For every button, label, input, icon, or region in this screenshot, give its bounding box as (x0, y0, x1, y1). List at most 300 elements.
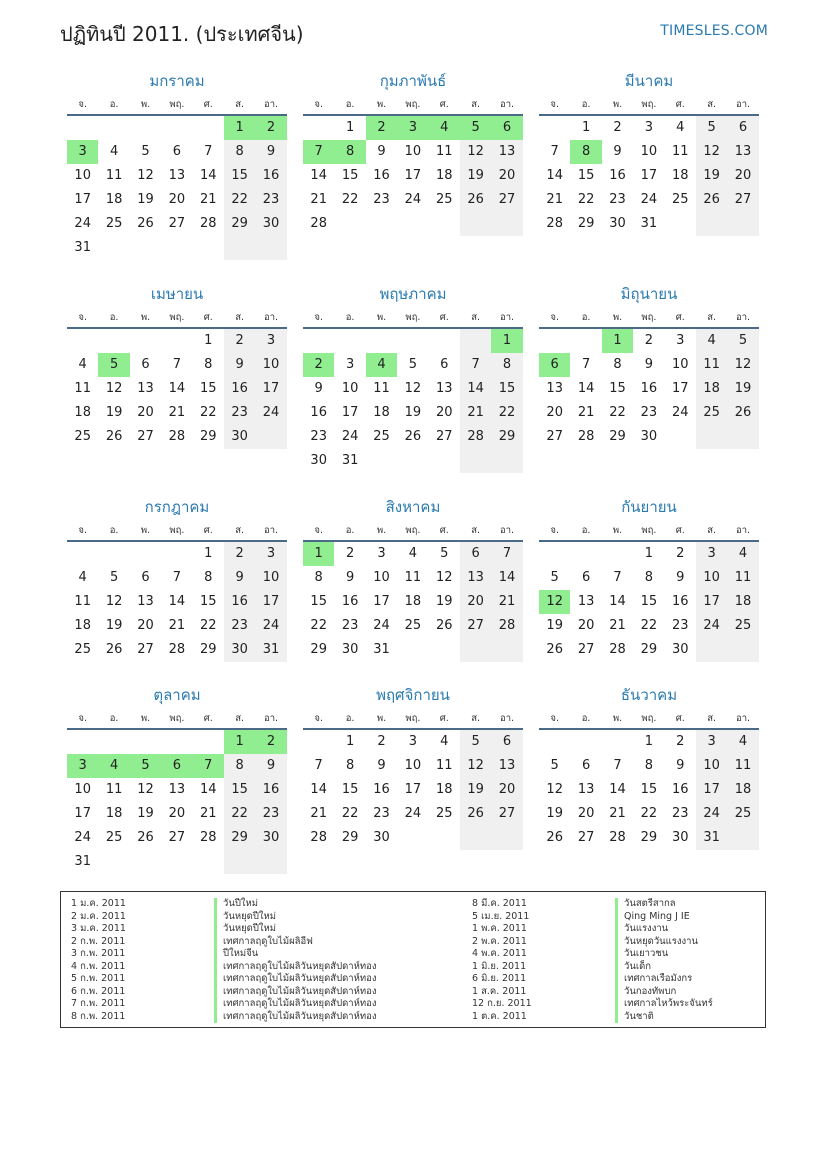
empty-cell (303, 730, 334, 754)
weekday-label: จ. (78, 312, 87, 323)
day-cell: 27 (137, 642, 154, 657)
day-cell: 23 (671, 806, 689, 821)
empty-cell (429, 212, 460, 236)
month-name: มกราคม (149, 72, 205, 90)
day-cell: 21 (199, 192, 217, 207)
day-cell: 12 (137, 782, 154, 797)
day-cell: 12 (460, 754, 491, 778)
day-cell: 14 (491, 566, 522, 590)
weekday-label: ส. (235, 713, 245, 724)
day-cell: 7 (172, 570, 181, 585)
day-cell: 20 (168, 806, 186, 821)
weekday-label: จ. (550, 525, 559, 536)
empty-cell (193, 116, 224, 140)
holiday-name: เทศกาลฤดูใบไม้ผลิอีฟ (214, 936, 313, 949)
day-cell: 21 (460, 401, 491, 425)
day-cell: 24 (373, 618, 390, 633)
day-cell: 19 (546, 618, 563, 633)
day-cell: 15 (640, 594, 658, 609)
day-cell: 15 (199, 381, 217, 396)
weekday-label: ศ. (675, 713, 685, 724)
month-name: กุมภาพันธ์ (379, 72, 447, 90)
weekday-label: พฤ. (169, 312, 185, 323)
weekday-label: พฤ. (405, 713, 421, 724)
day-cell: 13 (727, 140, 758, 164)
day-cell: 27 (460, 614, 491, 638)
day-cell: 25 (373, 429, 390, 444)
weekday-label: ศ. (203, 713, 213, 724)
empty-cell (397, 638, 428, 662)
weekday-label: ส. (471, 525, 481, 536)
month-block (67, 684, 287, 874)
day-cell: 19 (105, 405, 123, 420)
day-cell: 18 (105, 192, 123, 207)
day-cell: 8 (204, 570, 213, 585)
holiday-date: 1 ม.ค. 2011 (71, 898, 126, 909)
day-cell: 15 (491, 377, 522, 401)
weekday-label: พ. (140, 99, 151, 110)
day-cell: 7 (613, 758, 622, 773)
day-cell: 7 (193, 754, 224, 778)
day-cell: 31 (373, 642, 390, 657)
day-grid (303, 329, 523, 473)
empty-cell (98, 730, 129, 754)
weekday-label: อ. (109, 525, 119, 536)
empty-cell (130, 730, 161, 754)
weekday-label: อา. (736, 312, 751, 323)
month-block (67, 496, 287, 662)
day-cell: 16 (373, 168, 390, 183)
day-cell: 7 (172, 357, 181, 372)
day-cell: 10 (404, 758, 422, 773)
empty-cell (366, 449, 397, 473)
empty-cell (602, 542, 633, 566)
day-cell: 23 (310, 429, 327, 444)
empty-cell (334, 329, 365, 353)
day-cell: 25 (74, 429, 91, 444)
day-cell: 20 (460, 590, 491, 614)
day-cell: 9 (377, 758, 386, 773)
day-cell: 8 (570, 140, 601, 164)
day-cell: 5 (440, 546, 449, 561)
holiday-date: 5 เม.ย. 2011 (472, 910, 530, 922)
weekday-label: พ. (612, 525, 623, 536)
day-cell: 6 (539, 353, 570, 377)
day-cell: 24 (404, 806, 422, 821)
day-cell: 2 (676, 734, 685, 749)
day-cell: 13 (435, 381, 453, 396)
day-cell: 11 (671, 144, 689, 159)
day-cell: 1 (345, 120, 355, 135)
weekday-label: ศ. (203, 525, 213, 536)
holiday-date: 8 มี.ค. 2011 (472, 898, 527, 909)
day-cell: 19 (546, 806, 563, 821)
day-cell: 3 (255, 329, 286, 353)
empty-cell (570, 329, 601, 353)
weekday-label: พฤ. (405, 99, 421, 110)
day-cell: 27 (168, 216, 186, 231)
day-cell: 22 (640, 618, 658, 633)
weekday-label: ส. (471, 99, 481, 110)
empty-cell (429, 329, 460, 353)
day-cell: 12 (546, 782, 563, 797)
day-cell: 5 (460, 116, 491, 140)
day-cell: 14 (310, 168, 327, 183)
day-cell: 16 (224, 377, 255, 401)
empty-cell (727, 212, 758, 236)
day-cell: 11 (105, 168, 123, 183)
empty-cell (193, 236, 224, 260)
day-cell: 15 (341, 168, 359, 183)
day-cell: 8 (334, 140, 365, 164)
day-cell: 1 (224, 730, 255, 754)
day-cell: 26 (404, 429, 422, 444)
day-cell: 25 (404, 618, 422, 633)
holiday-date: 1 ต.ค. 2011 (472, 1010, 527, 1022)
day-cell: 27 (491, 188, 522, 212)
day-cell: 6 (581, 758, 591, 773)
empty-cell (161, 116, 192, 140)
day-cell: 6 (727, 116, 758, 140)
weekday-label: ศ. (439, 312, 449, 323)
day-cell: 15 (640, 782, 658, 797)
month-block (303, 70, 523, 236)
empty-cell (130, 850, 161, 874)
day-cell: 14 (609, 782, 626, 797)
day-cell: 2 (303, 353, 334, 377)
day-cell: 19 (137, 192, 154, 207)
day-cell: 16 (609, 168, 626, 183)
weekday-label: พฤ. (641, 312, 657, 323)
day-cell: 25 (74, 642, 91, 657)
month-name: มีนาคม (624, 72, 674, 90)
day-cell: 30 (341, 642, 359, 657)
weekday-label: ส. (471, 713, 481, 724)
empty-cell (224, 236, 255, 260)
day-cell: 9 (224, 353, 255, 377)
weekday-label: พ. (140, 525, 151, 536)
day-cell: 5 (696, 116, 727, 140)
day-cell: 1 (581, 120, 591, 135)
holiday-name: วันหยุดปีใหม่ (214, 911, 276, 924)
month-name: มิถุนายน (620, 285, 678, 303)
day-cell: 22 (491, 401, 522, 425)
day-grid (303, 116, 523, 236)
month-block (303, 684, 523, 850)
empty-cell (67, 542, 98, 566)
holiday-date: 3 ก.พ. 2011 (71, 948, 126, 959)
empty-cell (366, 212, 397, 236)
day-cell: 10 (671, 357, 689, 372)
empty-cell (539, 116, 570, 140)
holiday-name: วันกองทัพบก (615, 986, 676, 999)
holiday-date: 4 พ.ค. 2011 (472, 948, 527, 959)
empty-cell (570, 730, 601, 754)
weekday-label: อา. (500, 525, 515, 536)
day-cell: 16 (255, 164, 286, 188)
day-cell: 1 (602, 329, 633, 353)
day-cell: 20 (546, 405, 563, 420)
holiday-date: 12 ก.ย. 2011 (472, 998, 532, 1009)
day-cell: 22 (199, 405, 217, 420)
day-cell: 18 (74, 618, 91, 633)
day-cell: 5 (550, 570, 559, 585)
day-cell: 12 (105, 594, 123, 609)
weekday-label: อ. (109, 99, 119, 110)
empty-cell (67, 329, 98, 353)
day-cell: 17 (341, 405, 359, 420)
weekday-label: พฤ. (641, 525, 657, 536)
empty-cell (130, 236, 161, 260)
day-cell: 4 (98, 754, 129, 778)
holiday-legend (60, 891, 766, 1028)
holiday-name: วันชาติ (615, 1011, 654, 1024)
weekday-label: พ. (612, 99, 623, 110)
weekday-label: อ. (345, 713, 355, 724)
day-cell: 21 (546, 192, 563, 207)
day-cell: 5 (460, 730, 491, 754)
holiday-date: 1 พ.ค. 2011 (472, 923, 527, 934)
holiday-date: 1 ส.ค. 2011 (472, 985, 527, 997)
day-cell: 27 (491, 802, 522, 826)
day-cell: 19 (105, 618, 123, 633)
day-cell: 27 (168, 830, 186, 845)
weekday-header (539, 96, 759, 116)
weekday-label: ศ. (675, 312, 685, 323)
day-cell: 4 (408, 546, 417, 561)
day-cell: 11 (727, 754, 758, 778)
empty-cell (98, 236, 129, 260)
day-cell: 29 (640, 830, 658, 845)
month-name: เมษายน (150, 285, 204, 303)
day-cell: 20 (491, 778, 522, 802)
empty-cell (161, 730, 192, 754)
empty-cell (696, 212, 727, 236)
holiday-date: 2 ม.ค. 2011 (71, 910, 126, 922)
day-cell: 12 (460, 140, 491, 164)
empty-cell (67, 730, 98, 754)
day-cell: 2 (224, 542, 255, 566)
day-cell: 26 (546, 830, 563, 845)
weekday-label: จ. (314, 525, 323, 536)
day-cell: 26 (696, 188, 727, 212)
day-grid (67, 116, 287, 260)
day-cell: 7 (204, 144, 213, 159)
empty-cell (224, 850, 255, 874)
day-cell: 21 (168, 405, 186, 420)
day-cell: 19 (460, 778, 491, 802)
day-cell: 10 (640, 144, 658, 159)
month-block (67, 70, 287, 260)
weekday-label: ส. (235, 525, 245, 536)
empty-cell (255, 425, 286, 449)
day-cell: 19 (696, 164, 727, 188)
weekday-header (539, 309, 759, 329)
day-cell: 2 (255, 116, 286, 140)
day-cell: 5 (109, 570, 119, 585)
empty-cell (161, 236, 192, 260)
day-cell: 4 (696, 329, 727, 353)
day-cell: 16 (671, 782, 689, 797)
empty-cell (98, 329, 129, 353)
empty-cell (539, 542, 570, 566)
day-cell: 10 (74, 168, 91, 183)
day-cell: 25 (671, 192, 689, 207)
day-cell: 17 (696, 778, 727, 802)
day-cell: 22 (341, 192, 359, 207)
day-cell: 16 (255, 778, 286, 802)
day-cell: 12 (435, 570, 453, 585)
day-cell: 1 (303, 542, 334, 566)
weekday-label: พฤ. (405, 312, 421, 323)
day-cell: 15 (577, 168, 595, 183)
day-cell: 8 (613, 357, 622, 372)
holiday-date: 7 ก.พ. 2011 (71, 998, 126, 1009)
weekday-label: อ. (581, 713, 591, 724)
day-cell: 18 (404, 594, 422, 609)
day-cell: 31 (341, 453, 359, 468)
day-cell: 6 (491, 730, 522, 754)
weekday-label: ส. (471, 312, 481, 323)
weekday-header (67, 710, 287, 730)
day-cell: 10 (373, 570, 390, 585)
day-cell: 13 (491, 754, 522, 778)
day-cell: 14 (168, 594, 186, 609)
day-cell: 2 (255, 730, 286, 754)
day-cell: 26 (105, 429, 123, 444)
month-block (539, 684, 759, 850)
day-cell: 28 (491, 614, 522, 638)
day-cell: 10 (696, 566, 727, 590)
day-cell: 6 (161, 754, 192, 778)
empty-cell (539, 730, 570, 754)
day-cell: 27 (727, 188, 758, 212)
weekday-header (67, 309, 287, 329)
empty-cell (727, 826, 758, 850)
day-cell: 5 (130, 754, 161, 778)
day-cell: 20 (137, 405, 154, 420)
day-cell: 24 (671, 405, 689, 420)
weekday-label: จ. (78, 525, 87, 536)
day-cell: 22 (224, 802, 255, 826)
weekday-label: จ. (550, 99, 559, 110)
day-cell: 9 (224, 566, 255, 590)
day-cell: 7 (613, 570, 622, 585)
empty-cell (98, 116, 129, 140)
day-cell: 14 (546, 168, 563, 183)
day-cell: 21 (609, 618, 626, 633)
day-cell: 19 (460, 164, 491, 188)
day-cell: 17 (404, 782, 422, 797)
day-cell: 24 (74, 216, 91, 231)
day-cell: 30 (609, 216, 626, 231)
day-cell: 16 (671, 594, 689, 609)
empty-cell (397, 449, 428, 473)
day-cell: 3 (644, 120, 653, 135)
day-cell: 8 (491, 353, 522, 377)
day-cell: 2 (676, 546, 685, 561)
day-cell: 11 (74, 381, 91, 396)
day-cell: 11 (404, 570, 422, 585)
day-cell: 2 (345, 546, 355, 561)
day-cell: 24 (341, 429, 359, 444)
day-cell: 11 (435, 758, 453, 773)
day-cell: 29 (224, 826, 255, 850)
day-cell: 10 (404, 144, 422, 159)
day-cell: 5 (141, 144, 150, 159)
day-cell: 17 (640, 168, 658, 183)
day-cell: 18 (74, 405, 91, 420)
weekday-label: จ. (550, 713, 559, 724)
day-cell: 30 (255, 826, 286, 850)
day-cell: 21 (310, 192, 327, 207)
holiday-name: เทศกาลฤดูใบไม้ผลิวันหยุดสัปดาห์ทอง (214, 998, 377, 1011)
day-cell: 22 (577, 192, 595, 207)
holiday-name: ปีใหม่จีน (214, 948, 258, 961)
day-cell: 2 (224, 329, 255, 353)
day-cell: 23 (609, 192, 626, 207)
day-cell: 24 (696, 802, 727, 826)
day-cell: 3 (345, 357, 355, 372)
day-grid (539, 116, 759, 236)
day-cell: 20 (727, 164, 758, 188)
day-cell: 14 (199, 168, 217, 183)
day-cell: 16 (310, 405, 327, 420)
day-cell: 22 (609, 405, 626, 420)
day-cell: 3 (397, 116, 428, 140)
month-block (539, 70, 759, 236)
day-cell: 11 (435, 144, 453, 159)
empty-cell (727, 425, 758, 449)
day-cell: 11 (74, 594, 91, 609)
weekday-header (303, 522, 523, 542)
day-cell: 1 (204, 333, 213, 348)
day-cell: 3 (67, 754, 98, 778)
weekday-label: ส. (707, 99, 717, 110)
day-cell: 8 (345, 758, 355, 773)
day-cell: 17 (255, 377, 286, 401)
day-cell: 18 (105, 806, 123, 821)
day-cell: 27 (546, 429, 563, 444)
day-cell: 29 (491, 425, 522, 449)
holiday-date: 3 ม.ค. 2011 (71, 923, 126, 934)
empty-cell (130, 542, 161, 566)
weekday-label: พ. (376, 312, 387, 323)
weekday-label: พ. (376, 525, 387, 536)
holiday-name: เทศกาลเรือมังกร (615, 973, 692, 986)
day-cell: 27 (577, 642, 595, 657)
weekday-label: ส. (707, 312, 717, 323)
weekday-header (303, 710, 523, 730)
day-cell: 2 (644, 333, 653, 348)
day-cell: 23 (255, 188, 286, 212)
day-cell: 4 (78, 357, 87, 372)
day-cell: 28 (168, 429, 186, 444)
empty-cell (98, 850, 129, 874)
day-cell: 8 (644, 758, 653, 773)
empty-cell (460, 212, 491, 236)
holiday-name: วันแรงงาน (615, 923, 668, 936)
day-cell: 23 (224, 401, 255, 425)
day-cell: 9 (255, 140, 286, 164)
weekday-header (303, 96, 523, 116)
weekday-label: พ. (376, 99, 387, 110)
holiday-name: วันเด็ก (615, 961, 651, 974)
day-cell: 15 (310, 594, 327, 609)
day-cell: 10 (696, 754, 727, 778)
day-cell: 4 (109, 144, 119, 159)
brand-link[interactable]: TIMESLES.COM (660, 23, 768, 39)
